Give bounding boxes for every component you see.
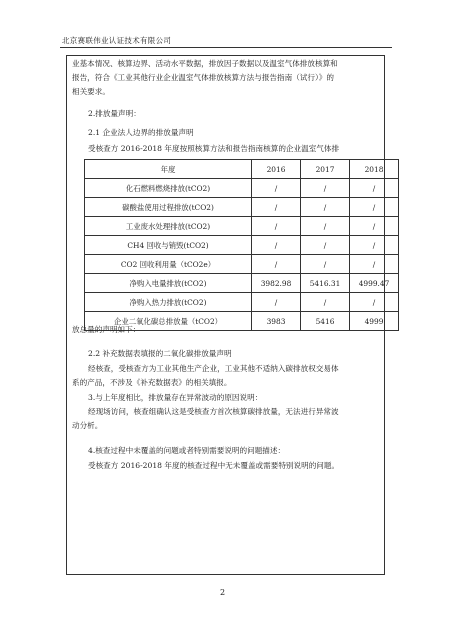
section-2-1-title: 2.1 企业法人边界的排放量声明 [88,128,194,137]
cell-value: / [350,179,399,198]
company-header: 北京赛联伟业认证技术有限公司 [62,36,172,45]
header-divider [60,47,392,48]
table-row [85,198,399,217]
section-2-2-title: 2.2 补充数据表填报的二氧化碳排放量声明 [88,349,232,358]
after-table-text: 放总量的声明如下： [72,325,141,334]
cell-value: / [350,293,399,312]
cell-value: / [350,255,399,274]
row-label: 净购入热力排放(tCO2) [85,293,252,312]
table-row [85,293,399,312]
intro-line-1: 业基本情况、核算边界、活动水平数据，排放因子数据以及温室气体排放核算和 [72,59,338,68]
row-label: CO2 回收利用量（tCO2e） [85,255,252,274]
table-row [85,236,399,255]
section-2-2-line-1: 经核查，受核查方为工业其他生产企业，工业其他不适纳入碳排放权交易体 [88,364,339,373]
year-2017: 2017 [301,160,350,179]
cell-value: / [252,255,301,274]
cell-value: 4999 [350,312,399,331]
cell-value: / [301,255,350,274]
cell-value: 5416 [301,312,350,331]
cell-value: / [252,293,301,312]
table-header-row [85,160,399,179]
row-label: 化石燃料燃烧排放(tCO2) [85,179,252,198]
cell-value: 3982.98 [252,274,301,293]
intro-line-3: 相关要求。 [72,87,110,96]
cell-value: / [350,236,399,255]
table-row [85,255,399,274]
section-2-1-line-1: 受核查方 2016-2018 年度按照核算方法和报告指南核算的企业温室气体排 [88,144,340,153]
cell-value: 4999.47 [350,274,399,293]
cell-value: / [301,217,350,236]
section-4-title: 4.核查过程中未覆盖的问题或者特别需要说明的问题描述： [88,446,286,455]
cell-value: / [301,293,350,312]
section-2-title: 2.排放量声明： [88,109,141,118]
cell-value: 5416.31 [301,274,350,293]
cell-value: / [301,198,350,217]
section-4-line-1: 受核查方 2016-2018 年度的核查过程中无未覆盖或需要特别说明的问题。 [88,461,340,470]
section-3-line-2: 动分析。 [72,421,103,430]
cell-value: / [252,236,301,255]
page-number: 2 [220,588,226,597]
cell-value: / [301,179,350,198]
intro-line-2: 报告，符合《工业其他行业企业温室气体排放核算方法与报告指南（试行）》的 [72,73,334,82]
cell-value: / [252,217,301,236]
cell-value: / [350,217,399,236]
row-label: 企业二氧化碳总排放量（tCO2） [85,312,252,331]
row-label: 净购入电量排放(tCO2) [85,274,252,293]
section-3-title: 3.与上年度相比，排放量存在异常波动的原因说明： [88,393,263,402]
table-row [85,274,399,293]
cell-value: / [252,179,301,198]
year-2018: 2018 [350,160,399,179]
cell-value: 3983 [252,312,301,331]
row-label: 工业废水处理排放(tCO2) [85,217,252,236]
row-label: CH4 回收与销毁(tCO2) [85,236,252,255]
row-label: 碳酸盐使用过程排放(tCO2) [85,198,252,217]
cell-value: / [252,198,301,217]
table-row [85,217,399,236]
section-3-line-1: 经现场访问，核查组确认这是受核查方首次核算碳排放量，无法进行异常波 [88,407,339,416]
table-row [85,179,399,198]
year-2016: 2016 [252,160,301,179]
table-header-year: 年度 [85,160,252,179]
section-2-2-line-2: 系的产品，不涉及《补充数据表》的相关填报。 [72,378,232,387]
cell-value: / [350,198,399,217]
emissions-table [84,159,399,331]
cell-value: / [301,236,350,255]
